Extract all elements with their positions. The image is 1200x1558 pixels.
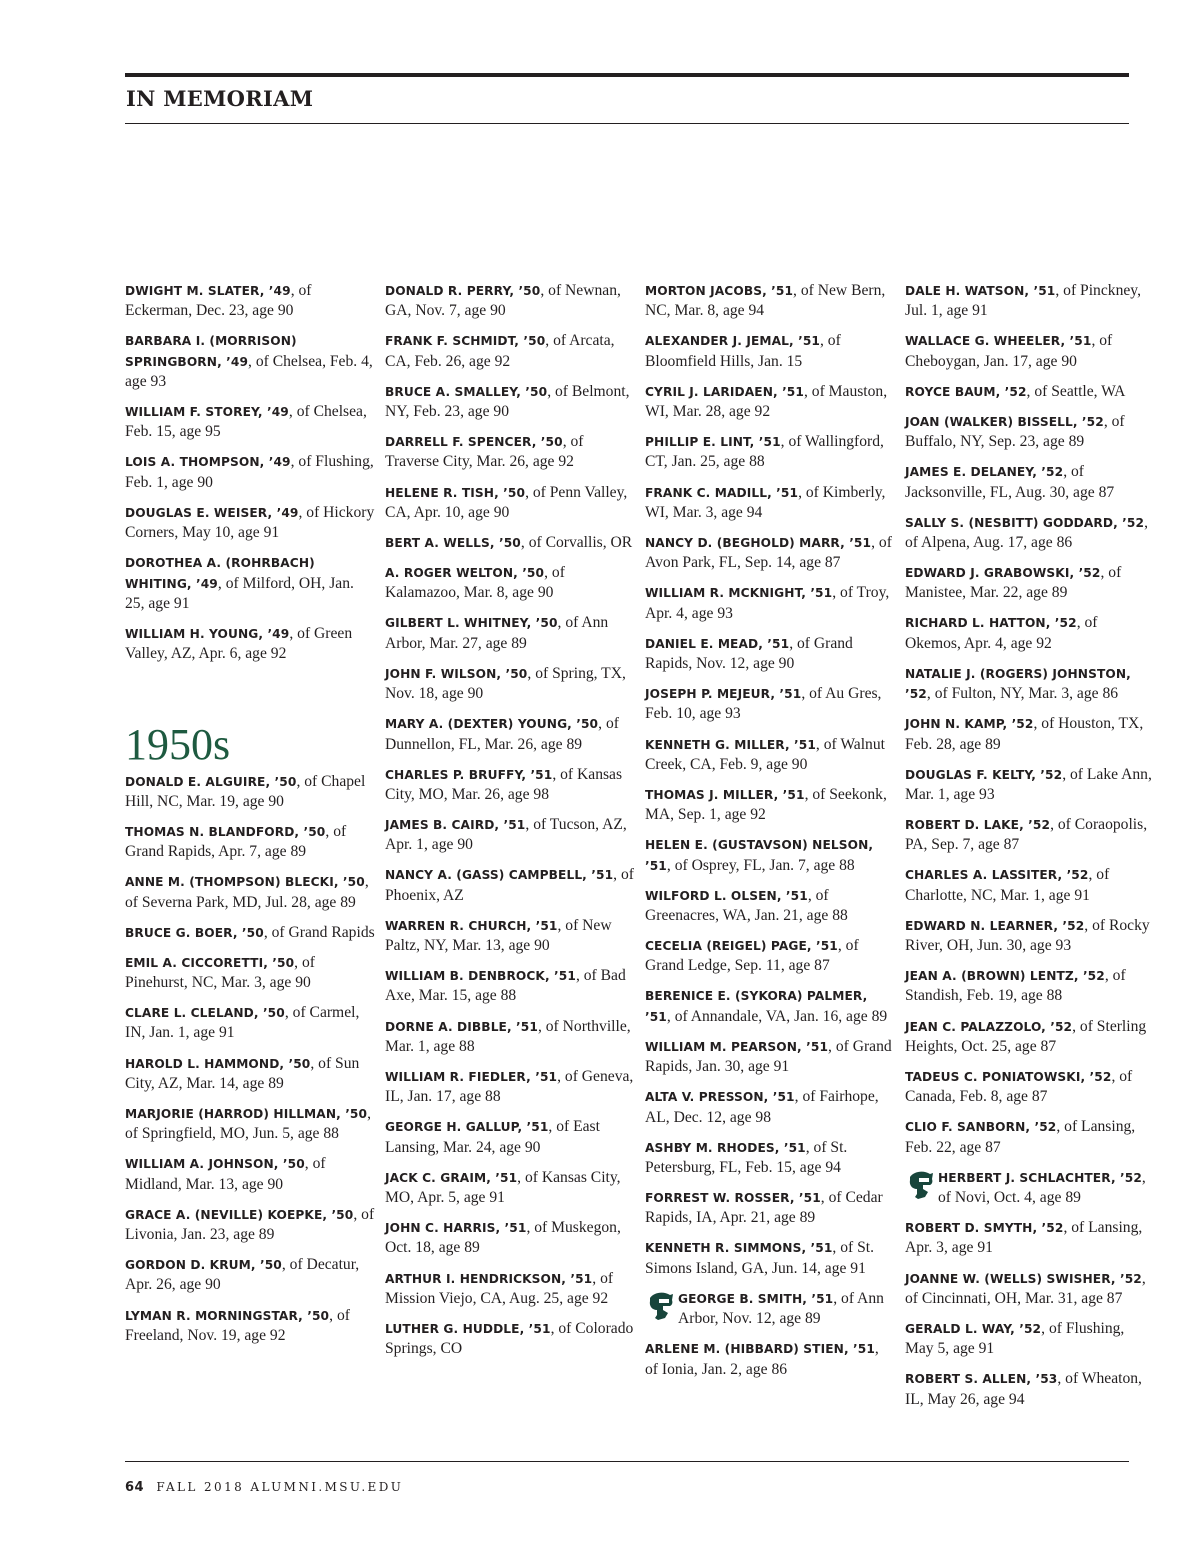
obituary-entry: JOHN F. WILSON, ’50, of Spring, TX, Nov. 18, age 90 [385,664,626,703]
obituary-entry: THOMAS N. BLANDFORD, ’50, of Grand Rapids, Apr. 7, age 89 [125,822,347,861]
obituary-column-4 [905,281,1155,1420]
obituary-entry: HELEN E. (GUSTAVSON) NELSON, ’51, of Osprey, FL, Jan. 7, age 88 [645,838,874,874]
obituary-entry: GEORGE H. GALLUP, ’51, of East Lansing, Mar. 24, age 90 [385,1118,600,1156]
obituary-name: WALLACE G. WHEELER, ’51 [905,334,1092,349]
obituary-entry: JAMES E. DELANEY, ’52, of Jacksonville, FL, Aug. 30, age 87 [905,463,1115,501]
obituary-entry: WILLIAM F. STOREY, ’49, of Chelsea, Feb. 15, age 95 [125,403,367,441]
obituary-entry: TADEUS C. PONIATOWSKI, ’52, of Canada, Feb. 8, age 87 [905,1067,1133,1106]
obituary-name: CLARE L. CLELAND, ’50 [125,1006,285,1021]
obituary-name: ASHBY M. RHODES, ’51 [645,1140,806,1155]
obituary-name: ROBERT D. LAKE, ’52 [905,818,1051,832]
obituary-name: JEAN A. (BROWN) LENTZ, ’52 [905,969,1105,984]
obituary-detail: of Coraopolis, PA, Sep. 7, age 87 [905,816,1148,854]
obituary-detail: of Chapel Hill, NC, Mar. 19, age 90 [125,772,366,810]
obituary-entry: FRANK F. SCHMIDT, ’50, of Arcata, CA, Feb. 26, age 92 [385,332,615,370]
obituary-name: TADEUS C. PONIATOWSKI, ’52 [905,1069,1112,1084]
obituary-detail: of Corvallis, OR [528,533,633,551]
obituary-name: WILLIAM F. STOREY, ’49 [125,405,289,420]
obituary-detail: of Grand Rapids, Apr. 7, age 89 [125,822,347,861]
obituary-detail: of Milford, OH, Jan. 25, age 91 [125,574,354,612]
obituary-name: JAMES B. CAIRD, ’51 [385,818,526,832]
obituary-detail: of New Paltz, NY, Mar. 13, age 90 [385,916,612,955]
obituary-entry: BERENICE E. (SYKORA) PALMER, ’51, of Annandale, VA, Jan. 16, age 89 [645,989,888,1025]
obituary-entry: KENNETH G. MILLER, ’51, of Walnut Creek, CA, Feb. 9, age 90 [645,735,885,773]
obituary-entry: DONALD R. PERRY, ’50, of Newnan, GA, Nov. 7, age 90 [385,282,621,320]
obituary-detail: of Mission Viejo, CA, Aug. 25, age 92 [385,1269,614,1307]
obituary-entry: JOANNE W. (WELLS) SWISHER, ’52, of Cincinnati, OH, Mar. 31, age 87 [905,1269,1146,1307]
obituary-entry: DOUGLAS E. WEISER, ’49, of Hickory Corners, May 10, age 91 [125,503,375,542]
obituary-detail: of Seekonk, MA, Sep. 1, age 92 [645,785,887,824]
obituary-name: CHARLES A. LASSITER, ’52 [905,868,1089,883]
obituary-name: ALEXANDER J. JEMAL, ’51 [645,334,820,349]
section-title: IN MEMORIAM [126,86,314,111]
obituary-name: JOHN C. HARRIS, ’51 [385,1221,527,1236]
spartan-helmet-icon [908,1168,938,1209]
obituary-entry [905,1168,1155,1209]
obituary-entry: DONALD E. ALGUIRE, ’50, of Chapel Hill, NC, Mar. 19, age 90 [125,772,366,810]
obituary-detail: of Flushing, Feb. 1, age 90 [125,453,374,491]
obituary-entry: JOHN C. HARRIS, ’51, of Muskegon, Oct. 18, age 89 [385,1219,621,1257]
obituary-name: DORNE A. DIBBLE, ’51 [385,1019,538,1034]
obituary-detail: of Okemos, Apr. 4, age 92 [905,614,1098,652]
obituary-entry: MARY A. (DEXTER) YOUNG, ’50, of Dunnellon, FL, Mar. 26, age 89 [385,715,619,753]
obituary-detail: of Grand Rapids, Nov. 12, age 90 [645,634,853,673]
obituary-detail: of Bloomfield Hills, Jan. 15 [645,332,841,370]
obituary-name: HAROLD L. HAMMOND, ’50 [125,1056,311,1071]
obituary-name: FORREST W. ROSSER, ’51 [645,1191,821,1206]
obituary-entry: WILLIAM A. JOHNSON, ’50, of Midland, Mar. 13, age 90 [125,1155,326,1193]
obituary-name: ANNE M. (THOMPSON) BLECKI, ’50 [125,875,365,890]
obituary-detail: of Kalamazoo, Mar. 8, age 90 [385,564,565,602]
obituary-entry: ROBERT D. SMYTH, ’52, of Lansing, Apr. 3, age 91 [905,1219,1143,1257]
obituary-name: WILLIAM B. DENBROCK, ’51 [385,969,576,984]
obituary-detail: of Sun City, AZ, Mar. 14, age 89 [125,1054,360,1092]
obituary-entry: HELENE R. TISH, ’50, of Penn Valley, CA, Apr. 10, age 90 [385,483,628,521]
obituary-name: BERT A. WELLS, ’50 [385,535,521,550]
obituary-detail: of Ann Arbor, Nov. 12, age 89 [678,1289,884,1328]
obituary-name: ROBERT S. ALLEN, ’53 [905,1372,1058,1387]
obituary-entry: GRACE A. (NEVILLE) KOEPKE, ’50, of Livonia, Jan. 23, age 89 [125,1205,375,1244]
obituary-entry: FRANK C. MADILL, ’51, of Kimberly, WI, Mar. 3, age 94 [645,483,886,521]
obituary-detail: of Cincinnati, OH, Mar. 31, age 87 [905,1289,1123,1307]
obituary-name: WILLIAM A. JOHNSON, ’50 [125,1157,305,1172]
obituary-name: BRUCE A. SMALLEY, ’50 [385,384,548,399]
obituary-entry: LUTHER G. HUDDLE, ’51, of Colorado Springs, CO [385,1319,634,1358]
obituary-detail: of Annandale, VA, Jan. 16, age 89 [674,1007,888,1025]
obituary-entry: CHARLES A. LASSITER, ’52, of Charlotte, NC, Mar. 1, age 91 [905,866,1110,904]
obituary-detail: of Cedar Rapids, IA, Apr. 21, age 89 [645,1189,883,1227]
obituary-detail: of Spring, TX, Nov. 18, age 90 [385,664,626,703]
obituary-name: GEORGE B. SMITH, ’51 [678,1291,834,1306]
obituary-detail: of Sterling Heights, Oct. 25, age 87 [905,1017,1147,1055]
obituary-detail: of Newnan, GA, Nov. 7, age 90 [385,282,621,320]
obituary-name: GRACE A. (NEVILLE) KOEPKE, ’50 [125,1207,354,1222]
obituary-column-2 [385,281,635,1369]
header-bottom-rule [125,123,1129,124]
obituary-entry: JACK C. GRAIM, ’51, of Kansas City, MO, Apr. 5, age 91 [385,1168,621,1207]
obituary-entry: MORTON JACOBS, ’51, of New Bern, NC, Mar. 8, age 94 [645,282,886,320]
obituary-entry: WILLIAM M. PEARSON, ’51, of Grand Rapids, Jan. 30, age 91 [645,1037,892,1076]
obituary-detail: of Mauston, WI, Mar. 28, age 92 [645,382,888,421]
obituary-detail: of Troy, Apr. 4, age 93 [645,584,890,622]
obituary-name: FRANK F. SCHMIDT, ’50 [385,334,546,349]
obituary-entry: ANNE M. (THOMPSON) BLECKI, ’50, of Severna Park, MD, Jul. 28, age 89 [125,873,369,911]
obituary-detail: of Kimberly, WI, Mar. 3, age 94 [645,483,886,521]
obituary-detail: of Severna Park, MD, Jul. 28, age 89 [125,893,356,911]
obituary-detail: of Lansing, Feb. 22, age 87 [905,1118,1136,1156]
obituary-detail: of Hickory Corners, May 10, age 91 [125,503,375,542]
page-number: 64 [125,1480,145,1495]
obituary-detail: of Decatur, Apr. 26, age 90 [125,1256,360,1294]
obituary-name: JOHN N. KAMP, ’52 [905,717,1034,732]
obituary-detail: of Pinehurst, NC, Mar. 3, age 90 [125,953,315,992]
obituary-detail: of New Bern, NC, Mar. 8, age 94 [645,282,886,320]
obituary-entry: EMIL A. CICCORETTI, ’50, of Pinehurst, NC, Mar. 3, age 90 [125,953,315,992]
obituary-name: JAMES E. DELANEY, ’52 [905,465,1064,480]
footer-rule [125,1461,1129,1462]
obituary-name: EDWARD J. GRABOWSKI, ’52 [905,566,1101,581]
obituary-detail: of Rocky River, OH, Jun. 30, age 93 [905,916,1150,955]
spartan-helmet-icon [648,1289,678,1330]
obituary-detail: of St. Simons Island, GA, Jun. 14, age 91 [645,1239,874,1277]
obituary-name: MORTON JACOBS, ’51 [645,284,794,298]
obituary-name: WILFORD L. OLSEN, ’51 [645,888,808,903]
obituary-detail: of Arcata, CA, Feb. 26, age 92 [385,332,615,370]
obituary-detail: of Manistee, Mar. 22, age 89 [905,564,1122,602]
obituary-detail: of Osprey, FL, Jan. 7, age 88 [674,856,855,874]
obituary-column-1 [125,281,375,1356]
obituary-name: DALE H. WATSON, ’51 [905,284,1056,298]
obituary-detail: of Flushing, May 5, age 91 [905,1319,1125,1358]
obituary-name: DOROTHEA A. (ROHRBACH) WHITING, ’49 [125,556,315,591]
obituary-name: DOUGLAS E. WEISER, ’49 [125,505,299,520]
obituary-name: WILLIAM R. FIEDLER, ’51 [385,1069,558,1084]
obituary-entry: WARREN R. CHURCH, ’51, of New Paltz, NY, Mar. 13, age 90 [385,916,612,955]
obituary-entry [645,1289,895,1330]
obituary-detail: of Dunnellon, FL, Mar. 26, age 89 [385,715,619,753]
obituary-name: DONALD R. PERRY, ’50 [385,284,541,298]
obituary-column-3 [645,281,895,1390]
obituary-detail: of Ann Arbor, Mar. 27, age 89 [385,614,609,652]
obituary-name: RICHARD L. HATTON, ’52 [905,616,1077,631]
obituary-entry: DARRELL F. SPENCER, ’50, of Traverse City, Mar. 26, age 92 [385,433,584,471]
obituary-detail: of Pinckney, Jul. 1, age 91 [905,282,1141,320]
obituary-name: CECELIA (REIGEL) PAGE, ’51 [645,939,838,954]
obituary-entry: PHILLIP E. LINT, ’51, of Wallingford, CT, Jan. 25, age 88 [645,433,884,471]
obituary-name: WARREN R. CHURCH, ’51 [385,918,558,933]
obituary-detail: of Bad Axe, Mar. 15, age 88 [385,967,626,1005]
obituary-name: BARBARA I. (MORRISON) SPRINGBORN, ’49 [125,334,297,369]
obituary-name: DARRELL F. SPENCER, ’50 [385,435,563,450]
obituary-name: BERENICE E. (SYKORA) PALMER, ’51 [645,989,868,1024]
obituary-entry-text: HERBERT J. SCHLACHTER, ’52, of Novi, Oct. 4, age 89 [938,1168,1146,1207]
obituary-detail: of Springfield, MO, Jun. 5, age 88 [125,1125,339,1143]
obituary-entry: NATALIE J. (ROGERS) JOHNSTON, ’52, of Fulton, NY, Mar. 3, age 86 [905,666,1131,703]
obituary-detail: of Wallingford, CT, Jan. 25, age 88 [645,433,884,471]
obituary-detail: of Colorado Springs, CO [385,1319,634,1358]
obituary-entry: SALLY S. (NESBITT) GODDARD, ’52, of Alpena, Aug. 17, age 86 [905,513,1148,551]
obituary-entry: BRUCE A. SMALLEY, ’50, of Belmont, NY, Feb. 23, age 90 [385,382,630,421]
obituary-entry: EDWARD J. GRABOWSKI, ’52, of Manistee, Mar. 22, age 89 [905,564,1122,602]
obituary-name: JEAN C. PALAZZOLO, ’52 [905,1019,1073,1034]
obituary-name: SALLY S. (NESBITT) GODDARD, ’52 [905,515,1145,530]
obituary-detail: of Eckerman, Dec. 23, age 90 [125,282,312,320]
obituary-name: HELEN E. (GUSTAVSON) NELSON, ’51 [645,838,874,873]
obituary-entry: THOMAS J. MILLER, ’51, of Seekonk, MA, Sep. 1, age 92 [645,785,887,824]
obituary-detail: of Belmont, NY, Feb. 23, age 90 [385,382,630,421]
obituary-name: ARTHUR I. HENDRICKSON, ’51 [385,1271,593,1286]
obituary-entry: GERALD L. WAY, ’52, of Flushing, May 5, age 91 [905,1319,1125,1358]
obituary-entry: WILFORD L. OLSEN, ’51, of Greenacres, WA, Jan. 21, age 88 [645,886,848,924]
obituary-detail: of Grand Rapids, Jan. 30, age 91 [645,1037,892,1076]
obituary-entry: JAMES B. CAIRD, ’51, of Tucson, AZ, Apr. 1, age 90 [385,816,627,854]
obituary-entry: JEAN A. (BROWN) LENTZ, ’52, of Standish, Feb. 19, age 88 [905,967,1126,1005]
obituary-detail: of Avon Park, FL, Sep. 14, age 87 [645,533,892,572]
obituary-entry: A. ROGER WELTON, ’50, of Kalamazoo, Mar. 8, age 90 [385,564,565,602]
obituary-name: ROBERT D. SMYTH, ’52 [905,1221,1064,1236]
obituary-detail: of Muskegon, Oct. 18, age 89 [385,1219,621,1257]
obituary-name: DWIGHT M. SLATER, ’49 [125,284,291,298]
obituary-name: DANIEL E. MEAD, ’51 [645,636,790,651]
obituary-detail: of Alpena, Aug. 17, age 86 [905,533,1073,551]
obituary-entry: JEAN C. PALAZZOLO, ’52, of Sterling Heights, Oct. 25, age 87 [905,1017,1147,1055]
obituary-name: DONALD E. ALGUIRE, ’50 [125,774,297,789]
website-label: ALUMNI.MSU.EDU [250,1480,404,1494]
obituary-entry: DANIEL E. MEAD, ’51, of Grand Rapids, Nov. 12, age 90 [645,634,853,673]
obituary-name: CYRIL J. LARIDAEN, ’51 [645,384,804,399]
obituary-name: WILLIAM M. PEARSON, ’51 [645,1039,829,1054]
obituary-name: JOHN F. WILSON, ’50 [385,666,528,681]
obituary-detail: of Houston, TX, Feb. 28, age 89 [905,715,1144,753]
obituary-detail: of Geneva, IL, Jan. 17, age 88 [385,1067,634,1106]
obituary-detail: of Traverse City, Mar. 26, age 92 [385,433,584,471]
obituary-entry: NANCY D. (BEGHOLD) MARR, ’51, of Avon Park, FL, Sep. 14, age 87 [645,533,892,572]
obituary-detail: of Chelsea, Feb. 15, age 95 [125,403,367,441]
obituary-name: HELENE R. TISH, ’50 [385,485,526,500]
obituary-entry: ARLENE M. (HIBBARD) STIEN, ’51, of Ionia, Jan. 2, age 86 [645,1340,879,1378]
obituary-entry: CHARLES P. BRUFFY, ’51, of Kansas City, MO, Mar. 26, age 98 [385,765,623,803]
obituary-entry: JOSEPH P. MEJEUR, ’51, of Au Gres, Feb. 10, age 93 [645,685,882,723]
obituary-name: HERBERT J. SCHLACHTER, ’52 [938,1170,1142,1185]
obituary-entry: MARJORIE (HARROD) HILLMAN, ’50, of Springfield, MO, Jun. 5, age 88 [125,1104,371,1143]
obituary-entry: ALEXANDER J. JEMAL, ’51, of Bloomfield Hills, Jan. 15 [645,332,841,370]
obituary-name: MARJORIE (HARROD) HILLMAN, ’50 [125,1106,368,1121]
obituary-name: EDWARD N. LEARNER, ’52 [905,918,1085,933]
obituary-detail: of Lansing, Apr. 3, age 91 [905,1219,1143,1257]
obituary-entry: LOIS A. THOMPSON, ’49, of Flushing, Feb. 1, age 90 [125,453,374,491]
obituary-name: GORDON D. KRUM, ’50 [125,1258,282,1273]
obituary-entry: KENNETH R. SIMMONS, ’51, of St. Simons Island, GA, Jun. 14, age 91 [645,1239,874,1277]
obituary-name: ARLENE M. (HIBBARD) STIEN, ’51 [645,1342,875,1357]
obituary-detail: of Livonia, Jan. 23, age 89 [125,1205,375,1244]
obituary-entry: BARBARA I. (MORRISON) SPRINGBORN, ’49, of Chelsea, Feb. 4, age 93 [125,334,373,390]
obituary-entry: ASHBY M. RHODES, ’51, of St. Petersburg, FL, Feb. 15, age 94 [645,1138,848,1176]
issue-label: FALL 2018 [156,1480,245,1494]
obituary-detail: of Fairhope, AL, Dec. 12, age 98 [645,1088,879,1126]
obituary-name: PHILLIP E. LINT, ’51 [645,435,781,450]
obituary-detail: of Kansas City, MO, Mar. 26, age 98 [385,765,623,803]
obituary-entry: ROYCE BAUM, ’52, of Seattle, WA [905,382,1126,400]
obituary-name: LUTHER G. HUDDLE, ’51 [385,1321,551,1336]
obituary-detail: of Wheaton, IL, May 26, age 94 [905,1370,1142,1408]
obituary-detail: of Fulton, NY, Mar. 3, age 86 [934,685,1119,703]
obituary-name: LYMAN R. MORNINGSTAR, ’50 [125,1308,330,1323]
obituary-name: WILLIAM R. MCKNIGHT, ’51 [645,586,833,601]
obituary-name: JOAN (WALKER) BISSELL, ’52 [905,414,1104,429]
obituary-name: THOMAS N. BLANDFORD, ’50 [125,824,326,839]
obituary-detail: of Buffalo, NY, Sep. 23, age 89 [905,412,1125,451]
obituary-detail: of Penn Valley, CA, Apr. 10, age 90 [385,483,628,521]
obituary-entry: JOAN (WALKER) BISSELL, ’52, of Buffalo, NY, Sep. 23, age 89 [905,412,1125,451]
obituary-entry: CLARE L. CLELAND, ’50, of Carmel, IN, Jan. 1, age 91 [125,1004,360,1042]
obituary-entry: BERT A. WELLS, ’50, of Corvallis, OR [385,533,633,551]
obituary-name: EMIL A. CICCORETTI, ’50 [125,955,295,970]
obituary-entry: JOHN N. KAMP, ’52, of Houston, TX, Feb. 28, age 89 [905,715,1144,753]
obituary-detail: of Lake Ann, Mar. 1, age 93 [905,765,1152,803]
obituary-name: LOIS A. THOMPSON, ’49 [125,455,291,470]
obituary-detail: of Cheboygan, Jan. 17, age 90 [905,332,1113,370]
obituary-detail: of Seattle, WA [1034,382,1126,400]
obituary-entry: NANCY A. (GASS) CAMPBELL, ’51, of Phoenix, AZ [385,866,634,904]
obituary-detail: of Carmel, IN, Jan. 1, age 91 [125,1004,360,1042]
obituary-name: GILBERT L. WHITNEY, ’50 [385,616,558,631]
obituary-detail: of Greenacres, WA, Jan. 21, age 88 [645,886,848,924]
obituary-detail: of Grand Ledge, Sep. 11, age 87 [645,937,859,975]
obituary-entry: ROBERT D. LAKE, ’52, of Coraopolis, PA, Sep. 7, age 87 [905,816,1148,854]
obituary-detail: of St. Petersburg, FL, Feb. 15, age 94 [645,1138,848,1176]
obituary-name: JOANNE W. (WELLS) SWISHER, ’52 [905,1271,1142,1286]
obituary-detail: of Phoenix, AZ [385,866,634,904]
obituary-entry: BRUCE G. BOER, ’50, of Grand Rapids [125,923,375,941]
obituary-name: MARY A. (DEXTER) YOUNG, ’50 [385,717,599,732]
obituary-entry: DWIGHT M. SLATER, ’49, of Eckerman, Dec. 23, age 90 [125,282,312,320]
obituary-name: BRUCE G. BOER, ’50 [125,925,264,940]
obituary-entry: HAROLD L. HAMMOND, ’50, of Sun City, AZ, Mar. 14, age 89 [125,1054,360,1092]
obituary-detail: of Kansas City, MO, Apr. 5, age 91 [385,1168,621,1207]
obituary-name: JOSEPH P. MEJEUR, ’51 [645,687,802,702]
obituary-detail: of Grand Rapids [271,923,375,941]
header-top-rule [125,73,1129,77]
obituary-detail: of East Lansing, Mar. 24, age 90 [385,1118,600,1156]
obituary-name: FRANK C. MADILL, ’51 [645,485,799,500]
obituary-entry: EDWARD N. LEARNER, ’52, of Rocky River, OH, Jun. 30, age 93 [905,916,1150,955]
obituary-entry: WILLIAM R. MCKNIGHT, ’51, of Troy, Apr. 4, age 93 [645,584,890,622]
obituary-entry: WILLIAM B. DENBROCK, ’51, of Bad Axe, Mar. 15, age 88 [385,967,626,1005]
obituary-name: GEORGE H. GALLUP, ’51 [385,1120,549,1135]
obituary-entry: DOROTHEA A. (ROHRBACH) WHITING, ’49, of Milford, OH, Jan. 25, age 91 [125,556,354,612]
obituary-detail: of Northville, Mar. 1, age 88 [385,1017,631,1055]
obituary-detail: of Charlotte, NC, Mar. 1, age 91 [905,866,1110,904]
obituary-entry: WILLIAM R. FIEDLER, ’51, of Geneva, IL, Jan. 17, age 88 [385,1067,634,1106]
obituary-name: NATALIE J. (ROGERS) JOHNSTON, ’52 [905,666,1131,702]
obituary-entry: WILLIAM H. YOUNG, ’49, of Green Valley, AZ, Apr. 6, age 92 [125,624,353,663]
obituary-entry: ARTHUR I. HENDRICKSON, ’51, of Mission Viejo, CA, Aug. 25, age 92 [385,1269,614,1307]
obituary-name: JACK C. GRAIM, ’51 [385,1170,518,1185]
obituary-detail: of Standish, Feb. 19, age 88 [905,967,1126,1005]
obituary-name: A. ROGER WELTON, ’50 [385,566,545,581]
page-footer [125,1480,403,1495]
obituary-detail: of Canada, Feb. 8, age 87 [905,1067,1133,1106]
obituary-entry: FORREST W. ROSSER, ’51, of Cedar Rapids, IA, Apr. 21, age 89 [645,1189,883,1227]
obituary-detail: of Walnut Creek, CA, Feb. 9, age 90 [645,735,885,773]
obituary-entry: DORNE A. DIBBLE, ’51, of Northville, Mar. 1, age 88 [385,1017,631,1055]
obituary-entry: ALTA V. PRESSON, ’51, of Fairhope, AL, Dec. 12, age 98 [645,1088,879,1126]
obituary-entry: CLIO F. SANBORN, ’52, of Lansing, Feb. 22, age 87 [905,1118,1136,1156]
obituary-name: THOMAS J. MILLER, ’51 [645,787,805,802]
obituary-name: ALTA V. PRESSON, ’51 [645,1090,795,1105]
obituary-detail: of Novi, Oct. 4, age 89 [938,1189,1081,1207]
obituary-detail: of Ionia, Jan. 2, age 86 [645,1360,788,1378]
obituary-name: CHARLES P. BRUFFY, ’51 [385,767,553,782]
obituary-entry: RICHARD L. HATTON, ’52, of Okemos, Apr. 4, age 92 [905,614,1098,652]
obituary-name: NANCY A. (GASS) CAMPBELL, ’51 [385,868,614,883]
obituary-name: GERALD L. WAY, ’52 [905,1321,1042,1336]
obituary-entry: LYMAN R. MORNINGSTAR, ’50, of Freeland, Nov. 19, age 92 [125,1306,350,1344]
obituary-detail: of Tucson, AZ, Apr. 1, age 90 [385,816,627,854]
obituary-name: CLIO F. SANBORN, ’52 [905,1120,1057,1135]
obituary-name: WILLIAM H. YOUNG, ’49 [125,626,290,641]
obituary-entry: CECELIA (REIGEL) PAGE, ’51, of Grand Ledge, Sep. 11, age 87 [645,937,859,975]
obituary-detail: of Chelsea, Feb. 4, age 93 [125,352,373,390]
obituary-entry: GILBERT L. WHITNEY, ’50, of Ann Arbor, Mar. 27, age 89 [385,614,609,652]
obituary-entry: WALLACE G. WHEELER, ’51, of Cheboygan, Jan. 17, age 90 [905,332,1113,370]
obituary-name: NANCY D. (BEGHOLD) MARR, ’51 [645,535,872,550]
obituary-entry: DOUGLAS F. KELTY, ’52, of Lake Ann, Mar. 1, age 93 [905,765,1152,803]
obituary-entry: ROBERT S. ALLEN, ’53, of Wheaton, IL, May 26, age 94 [905,1370,1142,1408]
obituary-detail: of Au Gres, Feb. 10, age 93 [645,685,882,723]
obituary-entry: DALE H. WATSON, ’51, of Pinckney, Jul. 1, age 91 [905,282,1141,320]
obituary-name: DOUGLAS F. KELTY, ’52 [905,767,1063,782]
obituary-detail: of Green Valley, AZ, Apr. 6, age 92 [125,624,353,663]
obituary-detail: of Jacksonville, FL, Aug. 30, age 87 [905,463,1115,501]
obituary-name: KENNETH R. SIMMONS, ’51 [645,1241,833,1256]
decade-heading: 1950s [125,719,231,769]
obituary-name: ROYCE BAUM, ’52 [905,384,1027,399]
obituary-name: KENNETH G. MILLER, ’51 [645,737,816,752]
obituary-entry-text: GEORGE B. SMITH, ’51, of Ann Arbor, Nov. 12, age 89 [678,1289,884,1328]
obituary-entry: CYRIL J. LARIDAEN, ’51, of Mauston, WI, Mar. 28, age 92 [645,382,888,421]
obituary-entry: GORDON D. KRUM, ’50, of Decatur, Apr. 26, age 90 [125,1256,360,1294]
obituary-detail: of Freeland, Nov. 19, age 92 [125,1306,350,1344]
obituary-detail: of Midland, Mar. 13, age 90 [125,1155,326,1193]
